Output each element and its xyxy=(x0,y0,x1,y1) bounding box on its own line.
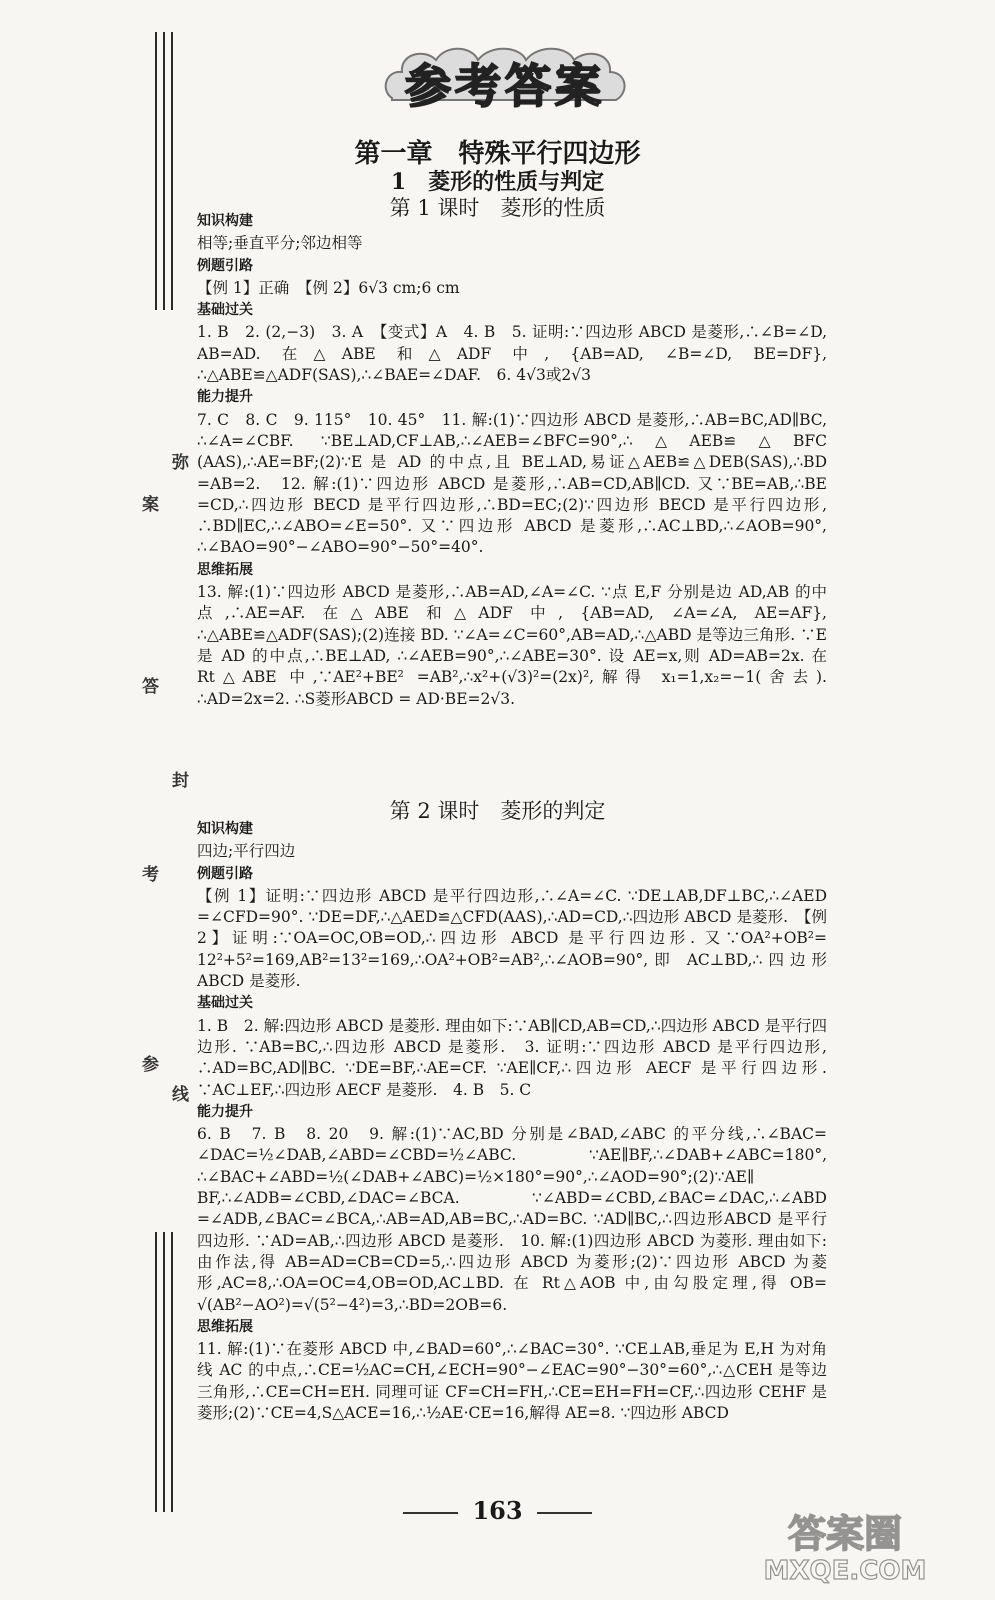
section-label: 能力提升 xyxy=(197,389,253,406)
section-label: 思维拓展 xyxy=(197,1318,253,1335)
lesson-2-answers xyxy=(197,818,827,1424)
chapter-title: 第一章 特殊平行四边形 xyxy=(354,139,641,169)
margin-char: 封 xyxy=(172,771,189,791)
page-number: 163 xyxy=(0,1496,995,1525)
margin-char: 考 xyxy=(142,865,159,885)
binding-lines-bottom xyxy=(155,1232,179,1512)
title-banner xyxy=(380,40,630,112)
answer-text: 13. 解:(1)∵四边形 ABCD 是菱形,∴AB=AD,∠A=∠C. ∵点 E,F 分别是边 AD,AB 的中点,∴AE=AF. 在△ABE 和△ADF 中, {AB=AD, ∠A=∠A, AE=AF}, ∴△ABE≌△ADF(SAS);(2)连接 BD. ∵∠A=∠C=60°,AB=AD,∴△ABD 是等边三角形. ∵E 是 AD 的中点,∴BE⊥AD, ∴∠AEB=90°,∴∠ABE=30°. 设 AE=x,则 AD=AB=2x. 在 Rt△ABE 中,∵AE²+BE² =AB²,∴x²+(√3)²=(2x)²,解得 x₁=1,x₂=−1(舍去). ∴AD=2x=2. ∴S菱形ABCD = AD·BE=2√3. xyxy=(197,583,827,708)
section-label: 思维拓展 xyxy=(197,561,253,578)
margin-char: 线 xyxy=(172,1085,189,1105)
section-label: 能力提升 xyxy=(197,1103,253,1120)
answer-text: 四边;平行四边 xyxy=(197,842,296,861)
section-label: 例题引路 xyxy=(197,257,253,274)
answer-text: 1. B 2. (2,−3) 3. A 【变式】A 4. B 5. 证明:∵四边形 ABCD 是菱形,∴∠B=∠D, AB=AD. 在△ABE 和△ADF 中, {AB=AD, ∠B=∠D, BE=DF}, ∴△ABE≌△ADF(SAS),∴∠BAE=∠DAF. 6. 4√3或2√3 xyxy=(197,323,827,385)
svg-text:MXQE.COM: MXQE.COM xyxy=(763,1556,927,1585)
section-label: 基础过关 xyxy=(197,995,253,1012)
answer-text: 1. B 2. 解:四边形 ABCD 是菱形. 理由如下:∵AB∥CD,AB=CD,∴四边形 ABCD 是平行四边形. ∵AB=BC,∴四边形 ABCD 是菱形. 3. 证明:∵四边形 ABCD 是平行四边形, ∴AD=BC,AD∥BC. ∵DE=BF,∴AE=CF. ∵AE∥CF,∴四边形 AECF 是平行四边形. ∵AC⊥EF,∴四边形 AECF 是菱形. 4. B 5. C xyxy=(197,1016,827,1099)
answer-text: 11. 解:(1)∵在菱形 ABCD 中,∠BAD=60°,∴∠BAC=30°. ∵CE⊥AB,垂足为 E,H 为对角线 AC 的中点,∴CE=½AC=CH,∠ECH=90°−∠EAC=90°−30°=60°,∴△CEH 是等边三角形,∴CE=CH=EH. 同理可证 CF=CH=FH,∴CE=EH=FH=CF,∴四边形 CEHF 是菱形;(2)∵CE=4,S△ACE=16,∴½AE·CE=16,解得 AE=8. ∵四边形 ABCD xyxy=(197,1340,827,1423)
answer-text: 7. C 8. C 9. 115° 10. 45° 11. 解:(1)∵四边形 ABCD 是菱形,∴AB=BC,AD∥BC, ∴∠A=∠CBF. ∵BE⊥AD,CF⊥AB,∴∠AEB=∠BFC=90°,∴△AEB≌△BFC (AAS),∴AE=BF;(2)∵E 是 AD 的中点,且 BE⊥AD,易证△AEB≌△DEB(SAS),∴BD =AB=2. 12. 解:(1)∵四边形 ABCD 是菱形,∴AB=CD,AB∥CD. 又∵BE=AB,∴BE =CD,∴四边形 BECD 是平行四边形,∴BD=EC;(2)∵四边形 BECD 是平行四边形, ∴BD∥EC,∴∠ABO=∠E=50°. 又∵四边形 ABCD 是菱形,∴AC⊥BD,∴∠AOB=90°, ∴∠BAO=90°−∠ABO=90°−50°=40°. xyxy=(197,410,827,557)
lesson-2-title: 第 2 课时 菱形的判定 xyxy=(389,799,606,823)
section-label: 知识构建 xyxy=(197,213,253,229)
watermark-logo xyxy=(725,1505,965,1585)
section-label: 基础过关 xyxy=(197,302,253,319)
margin-char: 参 xyxy=(142,1055,159,1075)
section-title: 1 菱形的性质与判定 xyxy=(390,169,605,195)
answer-text: 相等;垂直平分;邻边相等 xyxy=(197,234,363,253)
margin-char: 答 xyxy=(142,677,159,697)
margin-char: 案 xyxy=(142,495,159,515)
section-label: 例题引路 xyxy=(197,865,253,882)
section-label: 知识构建 xyxy=(197,821,253,837)
answer-text: 【例 1】证明:∵四边形 ABCD 是平行四边形,∴∠A=∠C. ∵DE⊥AB,DF⊥BC,∴∠AED =∠CFD=90°. ∵DE=DF,∴△AED≌△CFD(AAS),∴AD=CD,∴四边形 ABCD 是菱形. 【例 2】证明:∵OA=OC,OB=OD,∴四边形 ABCD 是平行四边形. 又∵OA²+OB²= 12²+5²=169,AB²=13²=169,∴OA²+OB²=AB²,∴∠AOB=90°,即 AC⊥BD,∴四边形 ABCD 是菱形. xyxy=(197,886,827,991)
lesson-1-answers xyxy=(197,210,827,710)
answer-text: 【例 1】正确 【例 2】6√3 cm;6 cm xyxy=(197,278,460,297)
margin-char: 弥 xyxy=(172,453,189,473)
banner-title: 参考答案 xyxy=(405,59,605,113)
svg-text:答案圈: 答案圈 xyxy=(787,1512,903,1556)
lesson-1-title: 第 1 课时 菱形的性质 xyxy=(389,196,606,220)
answer-text: 6. B 7. B 8. 20 9. 解:(1)∵AC,BD 分别是∠BAD,∠ABC 的平分线,∴∠BAC= ∠DAC=½∠DAB,∠ABD=∠CBD=½∠ABC. ∵AE∥BF,∴∠DAB+∠ABC=180°, ∴∠BAC+∠ABD=½(∠DAB+∠ABC)=½×180°=90°,∴∠AOD=90°;(2)∵AE∥ BF,∴∠ADB=∠CBD,∠DAC=∠BCA. ∵∠ABD=∠CBD,∠BAC=∠DAC,∴∠ABD =∠ADB,∠BAC=∠BCA,∴AB=AD,AB=BC,∴AD=BC. ∵AD∥BC,∴四边形ABCD 是平行四边形. ∵AD=AB,∴四边形 ABCD 是菱形. 10. 解:(1)四边形 ABCD 为菱形. 理由如下:由作法,得 AB=AD=CB=CD=5,∴四边形 ABCD 为菱形;(2)∵四边形 ABCD 为菱形,AC=8,∴OA=OC=4,OB=OD,AC⊥BD. 在 Rt△AOB 中,由勾股定理,得 OB= √(AB²−AO²)=√(5²−4²)=3,∴BD=2OB=6. xyxy=(197,1125,827,1314)
